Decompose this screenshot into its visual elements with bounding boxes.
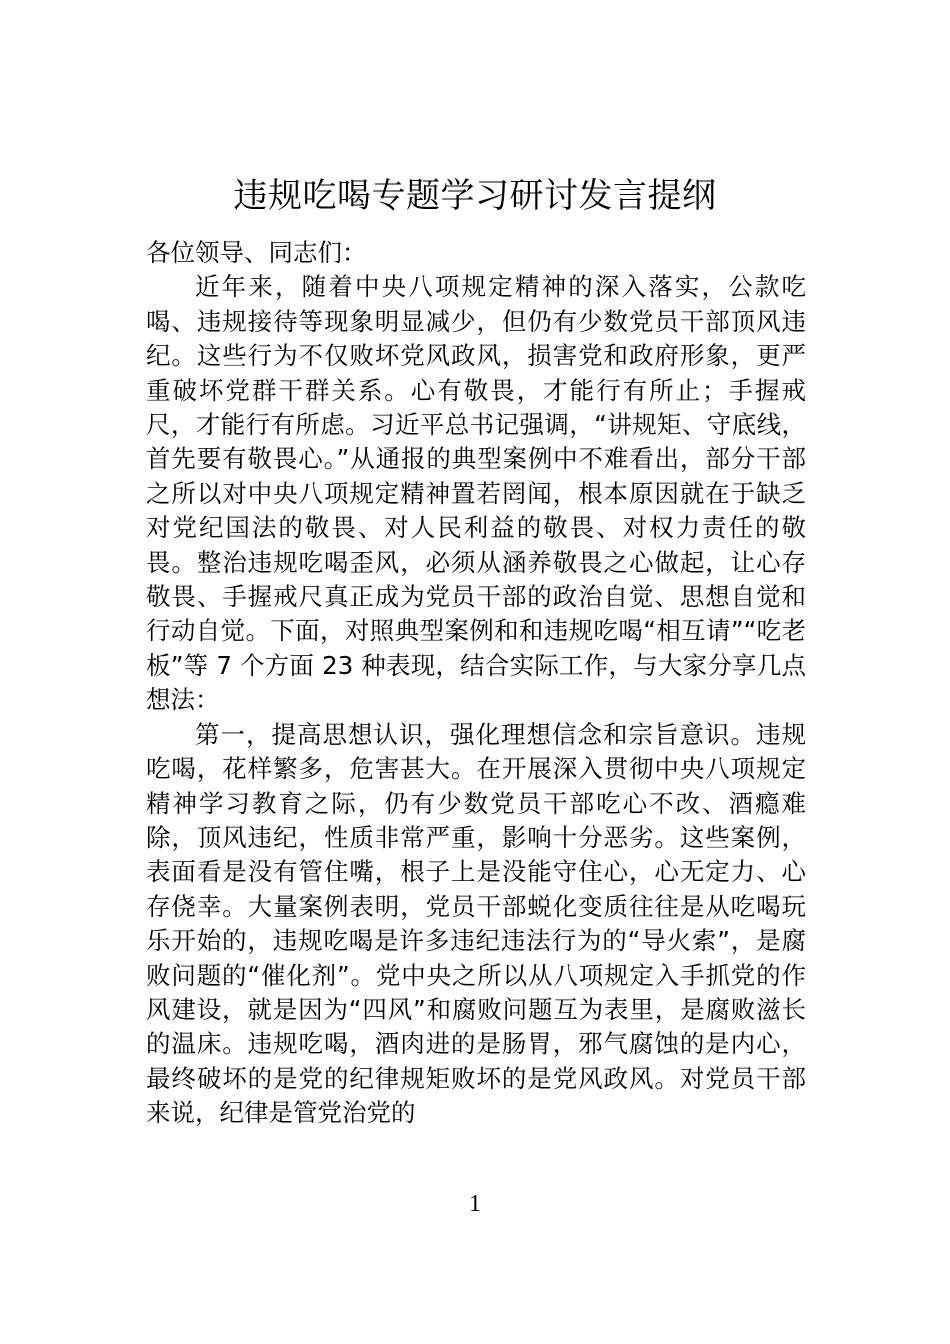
document-title: 违规吃喝专题学习研讨发言提纲 <box>233 176 717 216</box>
page-number: 1 <box>469 1191 481 1217</box>
salutation: 各位领导、同志们： <box>146 238 367 267</box>
paragraph-introduction: 近年来，随着中央八项规定精神的深入落实，公款吃喝、违规接待等现象明显减少，但仍有少数党员干部顶风违纪。这些行为不仅败坏党风政风，损害党和政府形象，更严重破坏党群干群关系。心有敬畏，才能行有所止；手握戒尺，才能行有所虑。习近平总书记强调，“讲规矩、守底线，首先要有敬畏心。”从通报的典型案例中不难看出，部分干部之所以对中央八项规定精神置若罔闻，根本原因就在于缺乏对党纪国法的敬畏、对人民利益的敬畏、对权力责任的敬畏。整治违规吃喝歪风，必须从涵养敬畏之心做起，让心存敬畏、手握戒尺真正成为党员干部的政治自觉、思想自觉和行动自觉。下面，对照典型案例和和违规吃喝“相互请”“吃老板”等 7 个方面 23 种表现，结合实际工作，与大家分享几点想法： <box>146 272 806 715</box>
document-body <box>146 236 806 1131</box>
paragraph-point-one: 第一，提高思想认识，强化理想信念和宗旨意识。违规吃喝，花样繁多，危害甚大。在开展深入贯彻中央八项规定精神学习教育之际，仍有少数党员干部吃心不改、酒瘾难除，顶风违纪，性质非常严重，影响十分恶劣。这些案例，表面看是没有管住嘴，根子上是没能守住心，心无定力、心存侥幸。大量案例表明，党员干部蜕化变质往往是从吃喝玩乐开始的，违规吃喝是许多违纪违法行为的“导火索”，是腐败问题的“催化剂”。党中央之所以从八项规定入手抓党的作风建设，就是因为“四风”和腐败问题互为表里，是腐败滋长的温床。违规吃喝，酒肉进的是肠胃，邪气腐蚀的是内心，最终破坏的是党的纪律规矩败坏的是党风政风。对党员干部来说，纪律是管党治党的 <box>146 719 806 1128</box>
